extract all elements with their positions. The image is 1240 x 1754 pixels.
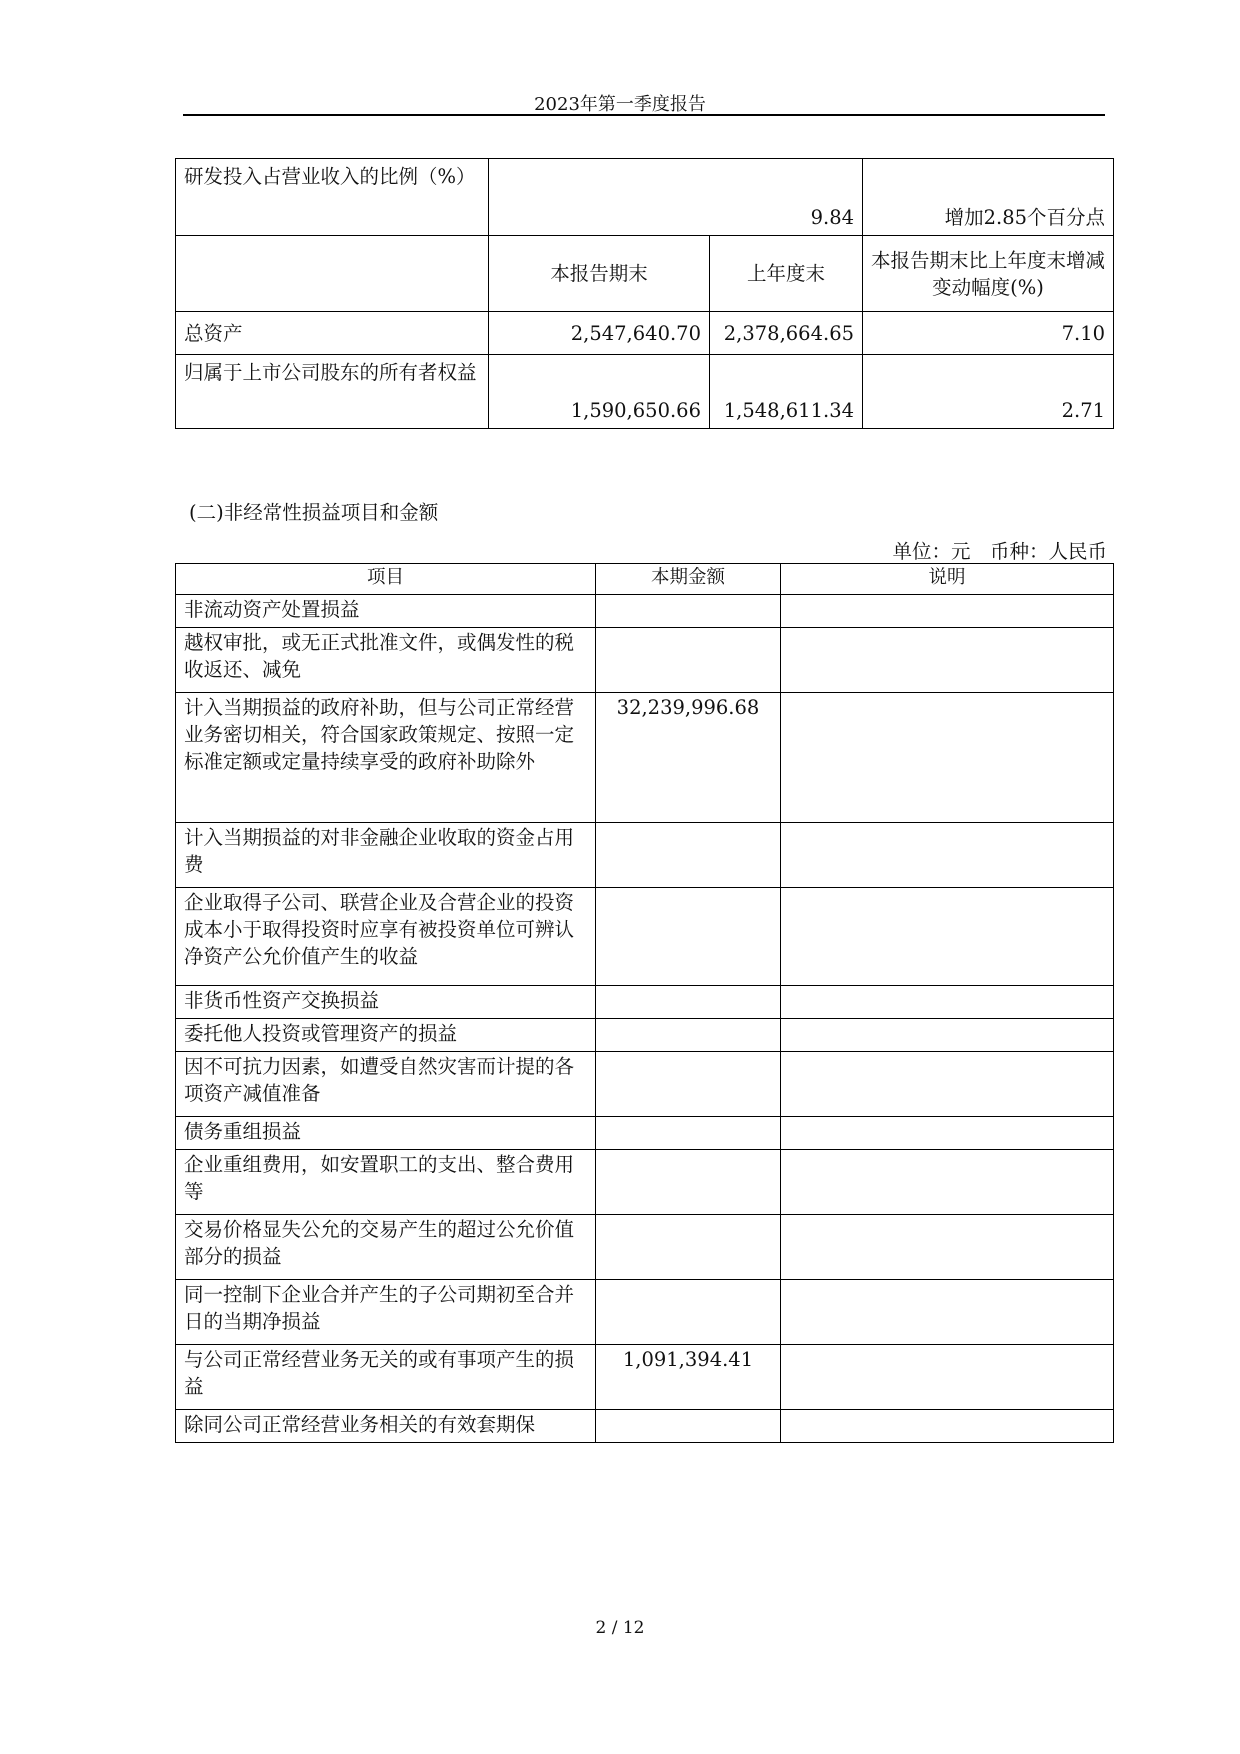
rnd-ratio-label: 研发投入占营业收入的比例（%） xyxy=(176,159,489,236)
table-row xyxy=(176,1280,1114,1345)
table-row xyxy=(176,1150,1114,1215)
equity-change: 2.71 xyxy=(863,355,1114,429)
col-current-header: 本报告期末 xyxy=(489,236,710,312)
item-label: 同一控制下企业合并产生的子公司期初至合并日的当期净损益 xyxy=(176,1280,596,1345)
item-label: 非货币性资产交换损益 xyxy=(176,986,596,1019)
table-row xyxy=(176,693,1114,823)
total-assets-label: 总资产 xyxy=(176,312,489,355)
item-amount xyxy=(596,1280,781,1345)
item-amount xyxy=(596,1215,781,1280)
item-label: 越权审批，或无正式批准文件，或偶发性的税收返还、减免 xyxy=(176,628,596,693)
report-title: 2023年第一季度报告 xyxy=(534,94,706,115)
item-note xyxy=(781,823,1114,888)
item-note xyxy=(781,888,1114,986)
item-label: 非流动资产处置损益 xyxy=(176,595,596,628)
unit-label: 单位：元 币种：人民币 xyxy=(892,540,1107,563)
total-assets-change: 7.10 xyxy=(863,312,1114,355)
item-label: 企业取得子公司、联营企业及合营企业的投资成本小于取得投资时应享有被投资单位可辨认净资产公允价值产生的收益 xyxy=(176,888,596,986)
item-label: 计入当期损益的对非金融企业收取的资金占用费 xyxy=(176,823,596,888)
item-amount xyxy=(596,823,781,888)
item-note xyxy=(781,1345,1114,1410)
item-note xyxy=(781,986,1114,1019)
item-label: 债务重组损益 xyxy=(176,1117,596,1150)
rnd-ratio-value: 9.84 xyxy=(489,159,863,236)
total-assets-current: 2,547,640.70 xyxy=(489,312,710,355)
table-row xyxy=(176,595,1114,628)
col-change-header: 本报告期末比上年度末增减变动幅度(%) xyxy=(863,236,1114,312)
item-amount xyxy=(596,1019,781,1052)
item-amount xyxy=(596,1117,781,1150)
table-row xyxy=(176,1019,1114,1052)
col-amount-header: 本期金额 xyxy=(596,564,781,595)
table-row xyxy=(176,1410,1114,1443)
item-label: 委托他人投资或管理资产的损益 xyxy=(176,1019,596,1052)
item-note xyxy=(781,628,1114,693)
section-title: (二)非经常性损益项目和金额 xyxy=(189,501,439,524)
total-assets-row xyxy=(176,312,1114,355)
item-amount xyxy=(596,595,781,628)
table-row xyxy=(176,628,1114,693)
item-note xyxy=(781,1280,1114,1345)
rnd-ratio-change: 增加2.85个百分点 xyxy=(863,159,1114,236)
col-note-header: 说明 xyxy=(781,564,1114,595)
non-recurring-items-table xyxy=(175,563,1114,1443)
rnd-ratio-row xyxy=(176,159,1114,236)
key-metrics-table xyxy=(175,158,1114,429)
table-row xyxy=(176,1117,1114,1150)
item-note xyxy=(781,693,1114,823)
item-note xyxy=(781,1215,1114,1280)
equity-current: 1,590,650.66 xyxy=(489,355,710,429)
table-row xyxy=(176,1345,1114,1410)
item-amount xyxy=(596,1410,781,1443)
item-label: 因不可抗力因素，如遭受自然灾害而计提的各项资产减值准备 xyxy=(176,1052,596,1117)
item-label: 企业重组费用，如安置职工的支出、整合费用等 xyxy=(176,1150,596,1215)
item-note xyxy=(781,595,1114,628)
item-amount xyxy=(596,628,781,693)
table1-header-row xyxy=(176,236,1114,312)
equity-label: 归属于上市公司股东的所有者权益 xyxy=(176,355,489,429)
item-note xyxy=(781,1117,1114,1150)
equity-row xyxy=(176,355,1114,429)
table2-header-row xyxy=(176,564,1114,595)
item-label: 与公司正常经营业务无关的或有事项产生的损益 xyxy=(176,1345,596,1410)
item-amount xyxy=(596,888,781,986)
table-row xyxy=(176,986,1114,1019)
table-row xyxy=(176,1052,1114,1117)
item-amount: 1,091,394.41 xyxy=(596,1345,781,1410)
item-amount xyxy=(596,1150,781,1215)
item-note xyxy=(781,1410,1114,1443)
equity-prior: 1,548,611.34 xyxy=(710,355,863,429)
item-label: 计入当期损益的政府补助，但与公司正常经营业务密切相关，符合国家政策规定、按照一定标准定额或定量持续享受的政府补助除外 xyxy=(176,693,596,823)
page-number: 2 / 12 xyxy=(595,1618,645,1638)
item-amount: 32,239,996.68 xyxy=(596,693,781,823)
item-label: 除同公司正常经营业务相关的有效套期保 xyxy=(176,1410,596,1443)
table-row xyxy=(176,1215,1114,1280)
header-divider xyxy=(183,114,1105,116)
total-assets-prior: 2,378,664.65 xyxy=(710,312,863,355)
item-amount xyxy=(596,986,781,1019)
item-note xyxy=(781,1019,1114,1052)
item-amount xyxy=(596,1052,781,1117)
col-prior-header: 上年度末 xyxy=(710,236,863,312)
col-item-header: 项目 xyxy=(176,564,596,595)
item-label: 交易价格显失公允的交易产生的超过公允价值部分的损益 xyxy=(176,1215,596,1280)
table-row xyxy=(176,888,1114,986)
item-note xyxy=(781,1150,1114,1215)
table-row xyxy=(176,823,1114,888)
item-note xyxy=(781,1052,1114,1117)
table1-header-blank xyxy=(176,236,489,312)
